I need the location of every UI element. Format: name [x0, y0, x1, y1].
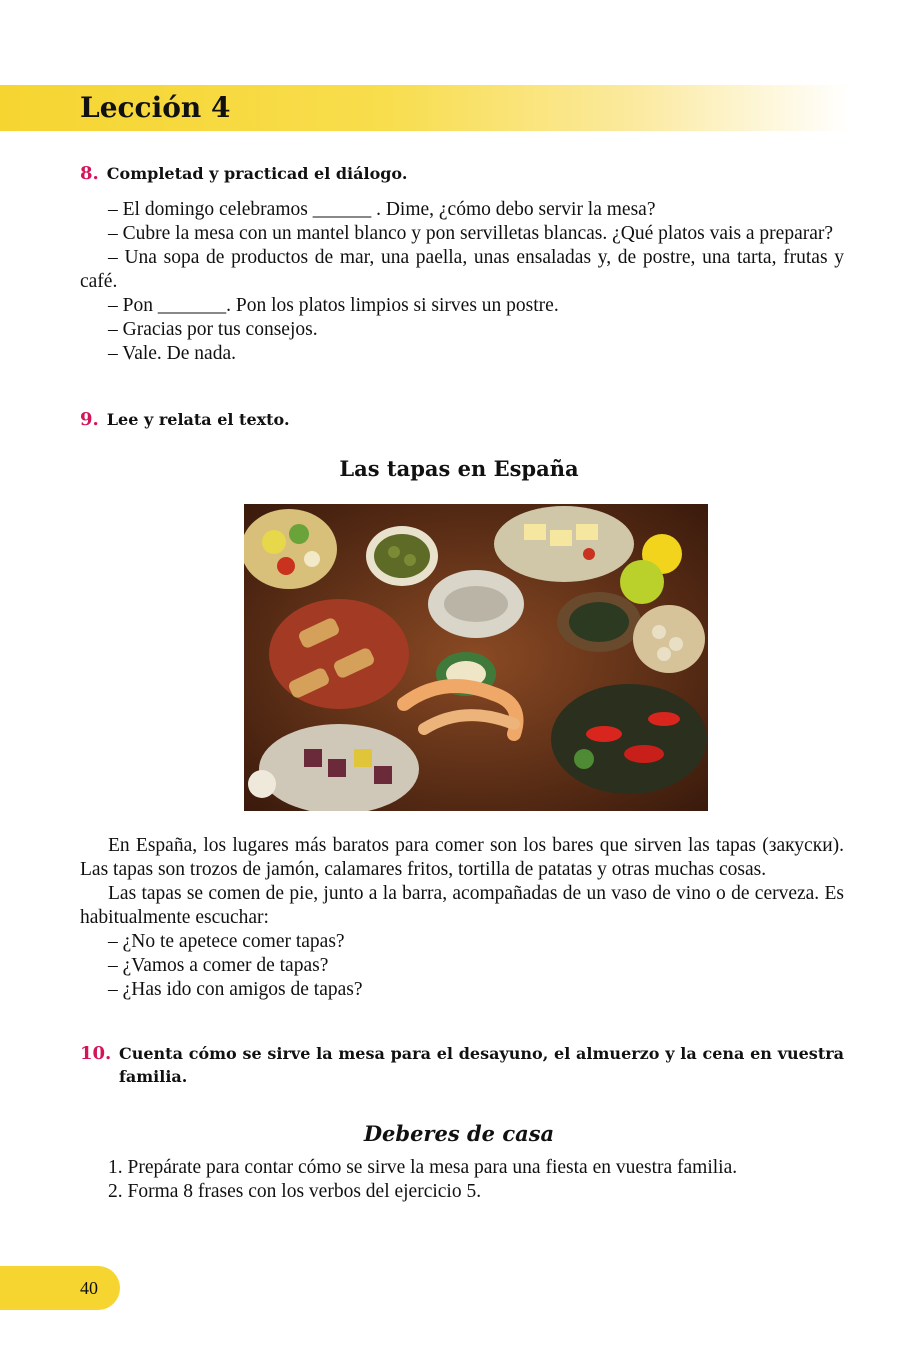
- homework-list: [80, 1156, 844, 1204]
- exercise-instruction: Completad y practicad el diálogo.: [106, 164, 408, 183]
- reading-paragraph: En España, los lugares más baratos para comer son los bares que sirven las tapas (закуски). Las tapas son trozos de jamón, calamares fritos, tortilla de patatas y otras muchas cosas.: [80, 835, 844, 880]
- exercise-instruction: Lee y relata el texto.: [106, 410, 290, 429]
- exercise-10-heading: [80, 1042, 844, 1088]
- page-number: 40: [80, 1278, 98, 1298]
- tapas-illustration: [244, 504, 708, 811]
- question-line: – ¿Vamos a comer de tapas?: [108, 955, 329, 976]
- dialogue: [80, 198, 844, 366]
- reading-title: Las tapas en España: [339, 456, 579, 481]
- exercise-9-heading: [80, 409, 290, 431]
- dialogue-line: – Pon _______. Pon los platos limpios si sirves un postre.: [108, 295, 559, 316]
- dialogue-line: – Gracias por tus consejos.: [108, 319, 318, 340]
- homework-title: Deberes de casa: [363, 1121, 555, 1146]
- reading-paragraph: Las tapas se comen de pie, junto a la barra, acompañadas de un vaso de vino o de cerveza. Es habitualmente escuchar:: [80, 883, 844, 928]
- exercise-number: 10.: [80, 1043, 112, 1064]
- exercise-number: 9.: [80, 409, 99, 430]
- dialogue-line: – Cubre la mesa con un mantel blanco y pon servilletas blancas. ¿Qué platos vais a preparar?: [108, 223, 834, 244]
- dialogue-line: – Vale. De nada.: [108, 343, 236, 364]
- exercise-8-heading: [80, 163, 407, 185]
- reading-text: [80, 834, 844, 1002]
- page-number-tab: [0, 1266, 120, 1310]
- lesson-title: Lección 4: [80, 91, 231, 124]
- tapas-photo: [244, 504, 708, 811]
- exercise-number: 8.: [80, 163, 99, 184]
- homework-item: 1. Prepárate para contar cómo se sirve la mesa para una fiesta en vuestra familia.: [108, 1157, 738, 1178]
- homework-item: 2. Forma 8 frases con los verbos del ejercicio 5.: [108, 1181, 482, 1202]
- dialogue-line: – El domingo celebramos ______ . Dime, ¿cómo debo servir la mesa?: [108, 199, 656, 220]
- exercise-instruction: Cuenta cómo se sirve la mesa para el desayuno, el almuerzo y la cena en vuestra familia.: [119, 1044, 844, 1086]
- question-line: – ¿Has ido con amigos de tapas?: [108, 979, 363, 1000]
- question-line: – ¿No te apetece comer tapas?: [108, 931, 345, 952]
- dialogue-line: – Una sopa de productos de mar, una paella, unas ensaladas y, de postre, una tarta, frutas y café.: [80, 247, 844, 292]
